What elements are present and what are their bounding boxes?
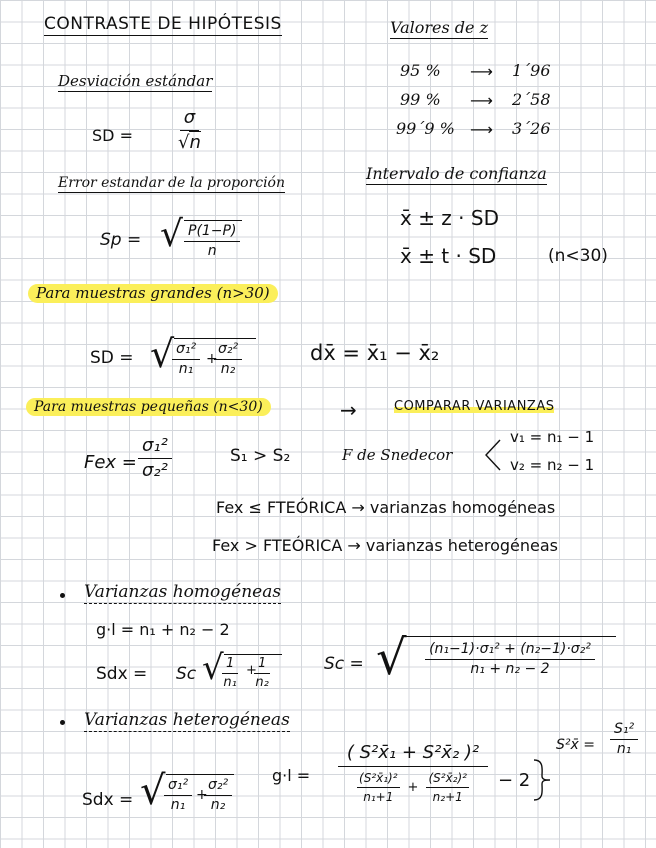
z-values-heading: Valores de z bbox=[390, 18, 489, 37]
sx-numerator: S₁² bbox=[610, 722, 638, 740]
small-samples-label: Para muestras pequeñas (n<30) bbox=[26, 398, 271, 416]
arrow-icon: ⟶ bbox=[470, 91, 493, 110]
homo-term-2 bbox=[254, 657, 270, 691]
z-value-95: 1´96 bbox=[512, 61, 551, 80]
homo-gl: g·l = n₁ + n₂ − 2 bbox=[96, 620, 230, 639]
gl-den-b: (S²x̄₂)² bbox=[426, 771, 469, 788]
sd-lhs: SD = bbox=[92, 126, 133, 145]
homo-term-2-num: 1 bbox=[254, 657, 270, 674]
gl-den-a-d: n₁+1 bbox=[363, 790, 394, 804]
page-title: CONTRASTE DE HIPÓTESIS bbox=[44, 14, 282, 34]
sqrt-icon: √ bbox=[140, 768, 166, 814]
fex-lhs: Fex = bbox=[84, 452, 137, 473]
sqrt-icon: √ bbox=[160, 214, 183, 255]
sqrt-bar bbox=[184, 220, 242, 221]
sx-fraction bbox=[610, 722, 638, 758]
sc-fraction bbox=[404, 642, 616, 678]
bullet-icon bbox=[60, 593, 65, 598]
brace-icon bbox=[532, 758, 552, 802]
gl-den-b-d: n₂+1 bbox=[432, 790, 463, 804]
sqrt-bar bbox=[166, 774, 234, 775]
bullet-icon bbox=[60, 720, 65, 725]
sd-numerator: σ bbox=[180, 108, 199, 131]
sqrt-icon: √ bbox=[376, 630, 407, 686]
rule-heterogeneous: Fex > FTEÓRICA → varianzas heterogéneas bbox=[212, 536, 558, 555]
large-term-2 bbox=[214, 342, 242, 378]
sc-denominator: n₁ + n₂ − 2 bbox=[470, 661, 550, 678]
sqrt-bar bbox=[404, 636, 616, 637]
diff-means: dx̄ = x̄₁ − x̄₂ bbox=[310, 341, 440, 365]
sp-lhs: Sp = bbox=[100, 230, 142, 250]
sp-heading: Error estandar de la proporción bbox=[58, 175, 285, 191]
large-sd-lhs: SD = bbox=[90, 348, 134, 368]
gl-minus-two: − 2 bbox=[498, 770, 531, 791]
hetero-term-2-num: σ₂² bbox=[204, 778, 232, 796]
large-term-1 bbox=[172, 342, 200, 378]
sd-fraction bbox=[178, 108, 201, 153]
homo-term-1 bbox=[222, 657, 238, 691]
sp-fraction bbox=[184, 224, 240, 260]
large-samples-label: Para muestras grandes (n>30) bbox=[28, 284, 278, 303]
plus-sign: + bbox=[196, 787, 208, 803]
plus-sign: + bbox=[407, 780, 419, 795]
large-term-2-den: n₂ bbox=[220, 361, 236, 378]
ci-line-t: x̄ ± t · SD bbox=[400, 244, 497, 268]
compare-variances: COMPARAR VARIANZAS bbox=[394, 399, 555, 414]
sp-numerator: P(1−P) bbox=[184, 224, 240, 242]
fex-den: σ₂² bbox=[142, 459, 168, 481]
hetero-term-2-den: n₂ bbox=[210, 797, 226, 814]
brace-icon bbox=[482, 438, 502, 472]
homo-term-1-den: n₁ bbox=[223, 675, 237, 691]
gl-den-a: (S²x̄₁)² bbox=[357, 771, 400, 788]
sqrt-icon: √ bbox=[150, 332, 175, 376]
arrow-icon: ⟶ bbox=[470, 120, 493, 139]
hetero-term-1-den: n₁ bbox=[170, 797, 186, 814]
sx-denominator: n₁ bbox=[616, 741, 632, 758]
sd-heading: Desviación estándar bbox=[58, 72, 213, 90]
v2-formula: v₂ = n₂ − 1 bbox=[510, 456, 595, 474]
ci-line-z: x̄ ± z · SD bbox=[400, 206, 499, 230]
plus-sign: + bbox=[206, 351, 218, 367]
sqrt-bar bbox=[224, 654, 282, 655]
sc-numerator: (n₁−1)·σ₁² + (n₂−1)·σ₂² bbox=[425, 642, 595, 660]
sx-lhs: S²x̄ = bbox=[556, 737, 595, 753]
z-level-99: 99 % bbox=[400, 90, 441, 109]
z-value-99: 2´58 bbox=[512, 90, 551, 109]
hetero-term-2 bbox=[204, 778, 232, 814]
gl-denominator bbox=[338, 767, 488, 804]
fex-num: σ₁² bbox=[138, 436, 172, 459]
arrow-icon: ⟶ bbox=[470, 62, 493, 81]
sqrt-bar bbox=[174, 338, 256, 339]
sp-denominator: n bbox=[207, 243, 217, 260]
arrow-icon: → bbox=[340, 398, 357, 422]
ci-heading: Intervalo de confianza bbox=[366, 164, 547, 183]
large-term-1-den: n₁ bbox=[178, 361, 194, 378]
large-term-2-num: σ₂² bbox=[214, 342, 242, 360]
rule-homogeneous: Fex ≤ FTEÓRICA → varianzas homogéneas bbox=[216, 498, 556, 517]
gl-numerator: ( S²x̄₁ + S²x̄₂ )² bbox=[338, 742, 488, 767]
v1-formula: v₁ = n₁ − 1 bbox=[510, 428, 595, 446]
gl-fraction bbox=[338, 742, 488, 804]
z-value-999: 3´26 bbox=[512, 119, 551, 138]
sc-symbol: Sc bbox=[176, 664, 197, 684]
z-level-95: 95 % bbox=[400, 61, 441, 80]
hetero-term-1-num: σ₁² bbox=[164, 778, 192, 796]
fex-fraction bbox=[138, 436, 172, 481]
homo-term-2-den: n₂ bbox=[255, 675, 269, 691]
sc-lhs: Sc = bbox=[324, 654, 364, 674]
hetero-sdx-lhs: Sdx = bbox=[82, 790, 134, 810]
z-level-999: 99´9 % bbox=[396, 119, 455, 138]
homo-term-1-num: 1 bbox=[222, 657, 238, 674]
homo-sdx-lhs: Sdx = bbox=[96, 664, 148, 684]
ci-small-note: (n<30) bbox=[548, 246, 608, 266]
homo-heading: Varianzas homogéneas bbox=[84, 582, 282, 602]
hetero-term-1 bbox=[164, 778, 192, 814]
large-term-1-num: σ₁² bbox=[172, 342, 200, 360]
sd-denominator: √n bbox=[178, 131, 201, 153]
hetero-heading: Varianzas heterogéneas bbox=[84, 710, 290, 730]
hetero-gl-lhs: g·l = bbox=[272, 766, 311, 785]
plus-sign: + bbox=[246, 663, 257, 678]
s1-gt-s2: S₁ > S₂ bbox=[230, 446, 291, 466]
sqrt-icon: √ bbox=[202, 648, 224, 688]
snedecor-label: F de Snedecor bbox=[342, 446, 453, 464]
